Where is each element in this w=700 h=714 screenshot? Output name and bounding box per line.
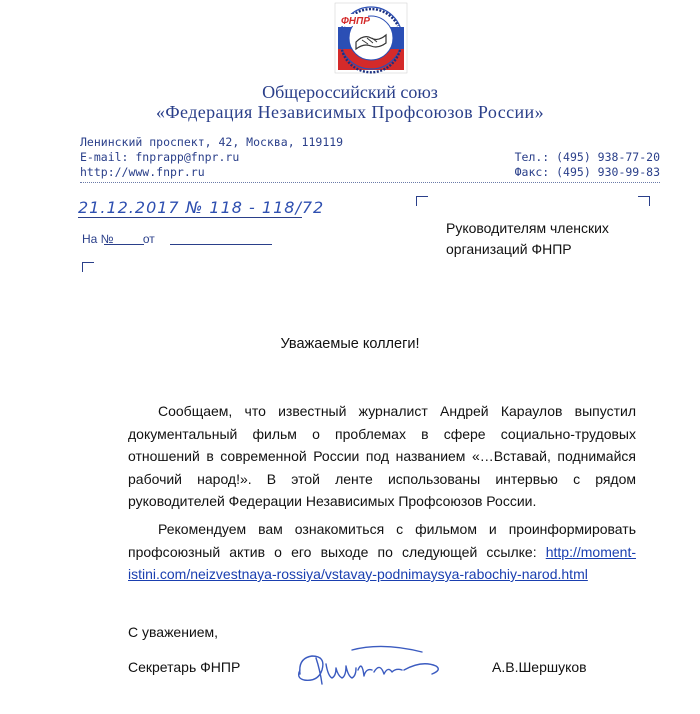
org-website[interactable]: http://www.fnpr.ru <box>80 165 205 179</box>
film-link[interactable]: http://moment-istini.com/neizvestnaya-rossiya/vstavay-podnimaysya-rabochiy-narod.html <box>128 543 636 582</box>
signer-name: А.В.Шершуков <box>492 659 587 675</box>
na-label: На № <box>82 232 114 246</box>
salutation: Уважаемые коллеги! <box>280 336 420 352</box>
org-fax: Факс: (495) 930-99-83 <box>514 165 660 179</box>
org-email <box>80 149 239 165</box>
signer-title: Секретарь ФНПР <box>128 659 241 675</box>
paragraph-2-text: Рекомендуем вам ознакомиться с фильмом и проинформировать профсоюзный актив о его выходе по следующей ссылке: <box>128 521 636 560</box>
body-paragraph-2 <box>128 518 636 586</box>
org-title-line2: «Федерация Независимых Профсоюзов России» <box>156 102 544 122</box>
body-paragraph-1: Сообщаем, что известный журналист Андрей Караулов выпустил документальный фильм о проблемах в сфере социально-трудовых отношений в современной России под названием «…Вставай, поднимайся рабочий народ!». В этой ленте использованы интервью с рядом руководителей Федерации Независимых Профсоюзов России. <box>128 403 636 509</box>
header-divider <box>80 182 660 183</box>
recipient-line1: Руководителям членских <box>446 220 609 236</box>
signature <box>292 640 452 696</box>
corner-bracket-left <box>82 262 94 272</box>
recipient-block <box>446 218 656 260</box>
corner-bracket-recipient-left <box>416 196 428 206</box>
reference-number-line <box>104 244 144 245</box>
org-address: Ленинский проспект, 42, Москва, 119119 <box>80 135 344 149</box>
fnpr-logo <box>334 2 408 74</box>
email-text[interactable]: E-mail: fnprapp@fnpr.ru <box>80 150 240 164</box>
ot-label: от <box>142 232 155 246</box>
outgoing-number-line <box>78 217 302 218</box>
corner-bracket-recipient-right <box>638 196 650 206</box>
org-phone: Тел.: (495) 938-77-20 <box>514 150 660 164</box>
closing: С уважением, <box>128 624 219 640</box>
reference-date-line <box>170 244 272 245</box>
outgoing-number: 21.12.2017 № 118 - 118/72 <box>78 198 325 217</box>
svg-text:ФНПР: ФНПР <box>341 16 370 27</box>
recipient-line2: организаций ФНПР <box>446 241 572 257</box>
org-title-line1: Общероссийский союз <box>262 82 438 102</box>
